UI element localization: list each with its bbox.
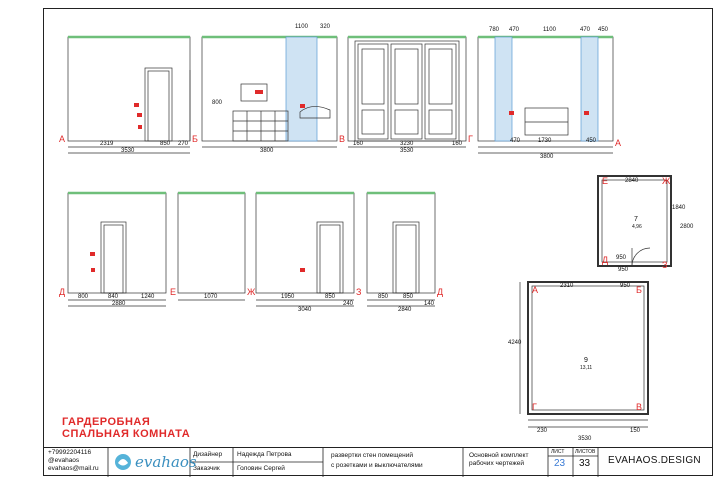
dim-plan-big-height: 4240 bbox=[508, 340, 522, 346]
dim-plan-small-e: 950 bbox=[618, 267, 629, 273]
sheet-title-line2: СПАЛЬНАЯ КОМНАТА bbox=[62, 428, 191, 440]
dim-e3-c: 160 bbox=[452, 141, 463, 147]
dim-plan-big-b: 950 bbox=[620, 283, 631, 289]
dim-plan-small-d: 950 bbox=[616, 255, 627, 261]
plan-letter-b: Б bbox=[636, 285, 642, 295]
dim-e5-b: 840 bbox=[108, 294, 119, 300]
dim-e4-b: 470 bbox=[509, 27, 520, 33]
contact-instagram: @evahaos bbox=[48, 457, 80, 464]
elevation-z-d bbox=[367, 193, 435, 306]
dim-e7-c: 240 bbox=[343, 301, 354, 307]
elevation-letter-z: З bbox=[356, 287, 362, 297]
contact-phone: +79992204116 bbox=[48, 449, 92, 456]
dim-e7-a: 1950 bbox=[281, 294, 295, 300]
elevation-g-a bbox=[478, 37, 613, 153]
evahaos-logo bbox=[113, 451, 197, 473]
dim-e4-a: 780 bbox=[489, 27, 500, 33]
dim-e4-d: 470 bbox=[580, 27, 591, 33]
dim-e2-a: 1100 bbox=[295, 24, 308, 30]
logo-text: evahaos bbox=[135, 453, 197, 471]
dim-plan-small-b: 1840 bbox=[672, 205, 686, 211]
dim-plan-big-d: 150 bbox=[630, 428, 641, 434]
dim-plan-big-c: 230 bbox=[537, 428, 548, 434]
outlet-markers bbox=[90, 90, 589, 272]
dim-e5-a: 800 bbox=[78, 294, 89, 300]
elevation-zh-z bbox=[256, 193, 354, 306]
dim-e5-c: 1240 bbox=[141, 294, 155, 300]
dim-e8-c: 140 bbox=[424, 301, 435, 307]
plan-letter-v: В bbox=[636, 402, 643, 412]
dim-plan-big-total: 3530 bbox=[578, 436, 592, 442]
elevation-b-v bbox=[202, 37, 337, 147]
plan-letter-a: А bbox=[532, 285, 539, 295]
dim-e4-h: 450 bbox=[586, 138, 597, 144]
elevation-letter-b: Б bbox=[192, 134, 198, 144]
elevation-letter-v: В bbox=[339, 134, 346, 144]
dim-e1-c: 270 bbox=[178, 141, 189, 147]
sheet-number: 23 bbox=[554, 458, 566, 469]
client-label: Заказчик bbox=[193, 465, 220, 472]
room-big-area: 13,11 bbox=[580, 365, 593, 371]
dim-e7-total: 3040 bbox=[298, 307, 312, 313]
dim-e5-total: 2880 bbox=[112, 301, 126, 307]
dim-e8-b: 850 bbox=[403, 294, 414, 300]
plan-letter-d: Д bbox=[602, 255, 609, 265]
dim-e3-b: 3230 bbox=[400, 141, 414, 147]
plan-letter-z: З bbox=[662, 260, 668, 270]
dim-e3-total: 3530 bbox=[400, 148, 414, 154]
designer-label: Дизайнер bbox=[193, 451, 223, 458]
dim-e4-f: 1730 bbox=[538, 138, 552, 144]
dim-plan-small-a: 2840 bbox=[625, 178, 639, 184]
description-line1: развертки стен помещений bbox=[331, 452, 413, 459]
room-small-number: 7 bbox=[634, 216, 638, 223]
dim-e4-c: 1100 bbox=[543, 27, 556, 33]
dim-e7-b: 850 bbox=[325, 294, 336, 300]
client-name: Головин Сергей bbox=[237, 465, 285, 472]
sheets-label: ЛИСТОВ bbox=[575, 449, 596, 455]
contact-email: evahaos@mail.ru bbox=[48, 465, 99, 472]
elevation-letter-d: Д bbox=[59, 287, 66, 297]
elevation-letter-e: Е bbox=[170, 287, 177, 297]
dim-e2-total: 3800 bbox=[260, 148, 274, 154]
room-small-area: 4,96 bbox=[632, 224, 642, 230]
elevation-e-zh bbox=[178, 193, 245, 300]
plan-letter-e: Е bbox=[602, 176, 609, 186]
sheet-title-line1: ГАРДЕРОБНАЯ bbox=[62, 416, 151, 428]
dim-e8-a: 850 bbox=[378, 294, 389, 300]
description-line2: с розетками и выключателями bbox=[331, 462, 423, 469]
set-line1: Основной комплект bbox=[469, 452, 529, 459]
sheets-total: 33 bbox=[579, 458, 591, 469]
elevation-letter-a2: А bbox=[615, 138, 622, 148]
elevation-d-e bbox=[68, 193, 166, 306]
elevation-v-g bbox=[348, 37, 466, 147]
elevation-letter-zh: Ж bbox=[247, 287, 256, 297]
elevation-letter-g: Г bbox=[468, 134, 473, 144]
sheet-label: ЛИСТ bbox=[551, 449, 565, 455]
plan-bedroom bbox=[520, 282, 648, 427]
set-line2: рабочих чертежей bbox=[469, 460, 525, 467]
elevation-a-b bbox=[68, 37, 190, 153]
dim-plan-big-a: 2310 bbox=[560, 283, 574, 289]
plan-letter-zh: Ж bbox=[662, 176, 671, 186]
dim-e3-a: 160 bbox=[353, 141, 364, 147]
brand-name: EVAHAOS.DESIGN bbox=[608, 455, 701, 466]
dim-e8-total: 2840 bbox=[398, 307, 412, 313]
elevation-letter-a: А bbox=[59, 134, 66, 144]
dim-e2-c: 800 bbox=[212, 100, 223, 106]
dim-e4-e: 450 bbox=[598, 27, 609, 33]
plan-letter-g: Г bbox=[532, 402, 537, 412]
dim-e1-total: 3530 bbox=[121, 148, 135, 154]
dim-e6-a: 1070 bbox=[204, 294, 218, 300]
dim-e2-b: 320 bbox=[320, 24, 331, 30]
dim-e1-b: 850 bbox=[160, 141, 171, 147]
dim-plan-small-c: 2800 bbox=[680, 224, 694, 230]
designer-name: Надежда Петрова bbox=[237, 451, 292, 458]
room-big-number: 9 bbox=[584, 357, 588, 364]
dim-e4-total: 3800 bbox=[540, 154, 554, 160]
dim-e4-g: 470 bbox=[510, 138, 521, 144]
dim-e1-a: 2319 bbox=[100, 141, 114, 147]
elevation-letter-d2: Д bbox=[437, 287, 444, 297]
